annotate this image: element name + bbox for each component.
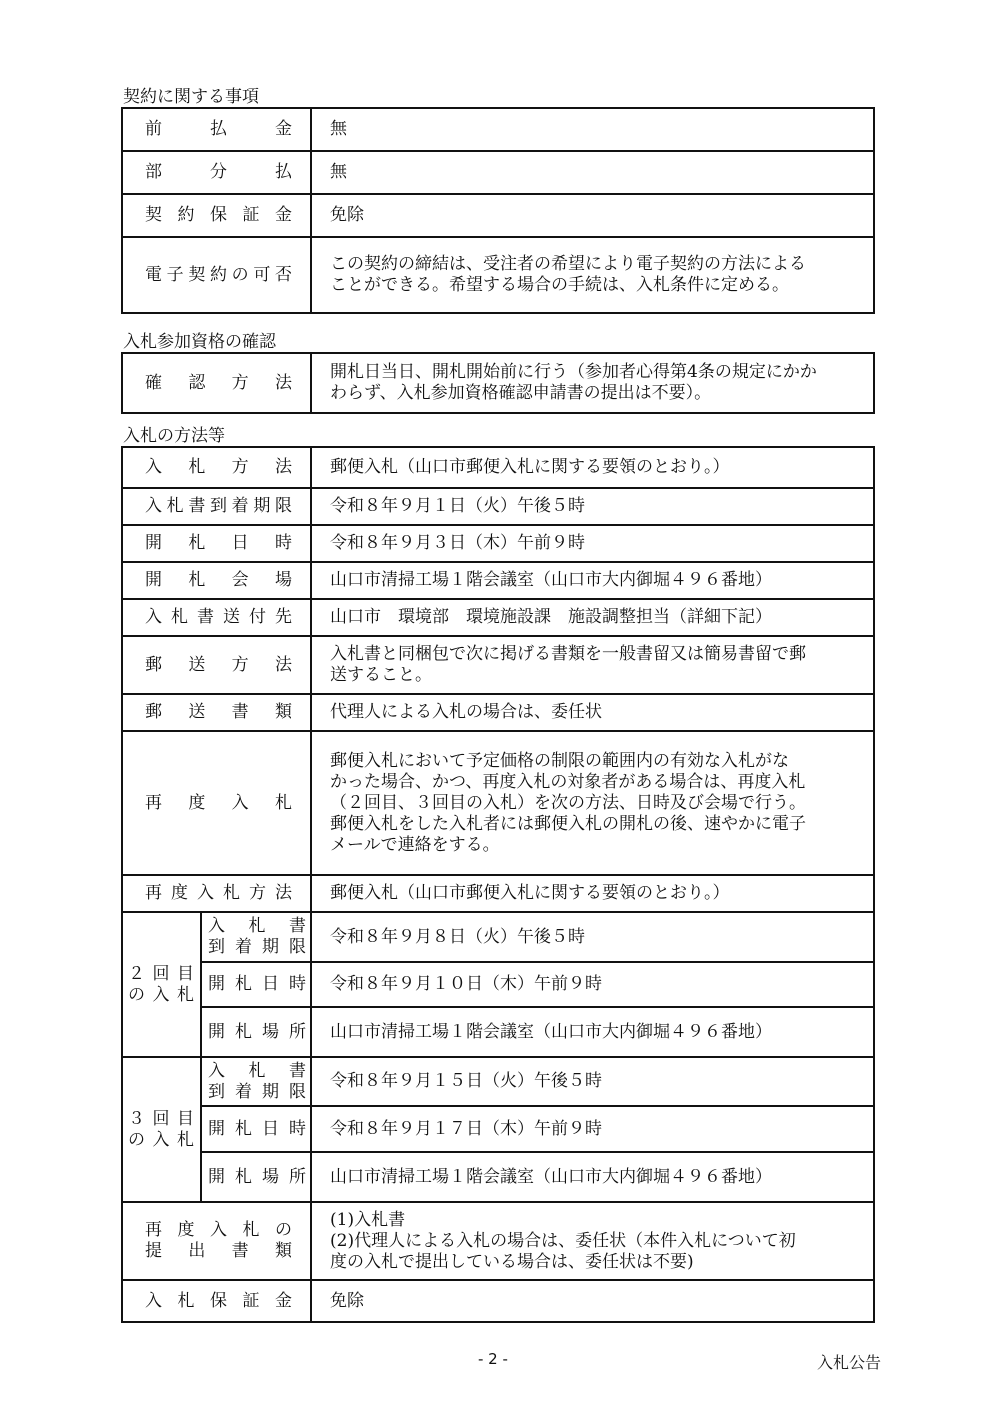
table-row (122, 636, 874, 694)
table-row (122, 108, 874, 151)
label-bid-method: 入札方法 (122, 447, 311, 488)
table-row (122, 1280, 874, 1322)
value-round2-open-datetime: 令和８年９月１０日（木）午前９時 (311, 962, 874, 1007)
value-partial-payment: 無 (311, 151, 874, 194)
value-open-datetime: 令和８年９月３日（木）午前９時 (311, 525, 874, 562)
table-row (122, 488, 874, 525)
label-send-to: 入札書送付先 (122, 599, 311, 636)
text-line: (2)代理人による入札の場合は、委任状（本件入札について初 (330, 1230, 796, 1251)
label-partial-payment: 部分払 (122, 151, 311, 194)
value-rebid (311, 731, 874, 875)
contract-table (121, 107, 875, 314)
bid-method-table (121, 446, 875, 1323)
value-send-to: 山口市 環境部 環境施設課 施設調整担当（詳細下記） (311, 599, 874, 636)
value-rebid-docs (311, 1202, 874, 1280)
table-row (122, 599, 874, 636)
text-line: かった場合、かつ、再度入札の対象者がある場合は、再度入札 (330, 771, 806, 792)
label-open-venue: 開札会場 (122, 562, 311, 599)
value-round3-open-datetime: 令和８年９月１７日（木）午前９時 (311, 1106, 874, 1152)
label-round3-deadline (201, 1057, 311, 1106)
value-contract-bond: 免除 (311, 194, 874, 237)
text-line: メールで連絡をする。 (330, 834, 500, 855)
label-open-datetime: 開札日時 (122, 525, 311, 562)
value-round2-deadline: 令和８年９月８日（火）午後５時 (311, 912, 874, 962)
label-mail-method: 郵送方法 (122, 636, 311, 694)
table-row (122, 525, 874, 562)
value-round2-venue: 山口市清掃工場１階会議室（山口市大内御堀４９６番地） (311, 1007, 874, 1057)
text-line: 郵便入札において予定価格の制限の範囲内の有効な入札がな (330, 750, 789, 771)
table-row (122, 962, 874, 1007)
label-advance-payment: 前払金 (122, 108, 311, 151)
value-open-venue: 山口市清掃工場１階会議室（山口市大内御堀４９６番地） (311, 562, 874, 599)
label-mail-docs: 郵送書類 (122, 694, 311, 731)
text-line: 開札日当日、開札開始前に行う（参加者心得第4条の規定にかか (330, 362, 817, 382)
value-round3-venue: 山口市清掃工場１階会議室（山口市大内御堀４９６番地） (311, 1152, 874, 1202)
text-line: わらず、入札参加資格確認申請書の提出は不要）。 (330, 383, 712, 403)
table-row (122, 731, 874, 875)
document-name: 入札公告 (817, 1353, 882, 1372)
text-line: ２回目 (128, 963, 194, 984)
text-line: の入札 (128, 984, 194, 1005)
page-number: - 2 - (478, 1350, 508, 1368)
text-line: 入札書と同梱包で次に掲げる書類を一般書留又は簡易書留で郵 (330, 644, 806, 664)
label-rebid: 再度入札 (122, 731, 311, 875)
table-row (122, 1106, 874, 1152)
label-contract-bond: 契約保証金 (122, 194, 311, 237)
text-line: 度の入札で提出している場合は、委任状は不要) (330, 1251, 694, 1272)
label-round2-deadline (201, 912, 311, 962)
table-row (122, 237, 874, 313)
table-row (122, 353, 874, 413)
value-bid-method: 郵便入札（山口市郵便入札に関する要領のとおり。） (311, 447, 874, 488)
text-line: (1)入札書 (330, 1209, 406, 1230)
table-row (122, 1152, 874, 1202)
text-line: （２回目、３回目の入札）を次の方法、日時及び会場で行う。 (330, 792, 806, 813)
label-bid-bond: 入札保証金 (122, 1280, 311, 1322)
value-bid-deadline: 令和８年９月１日（火）午後５時 (311, 488, 874, 525)
text-line: 到着期限 (208, 1081, 306, 1102)
table-row (122, 1202, 874, 1280)
value-bid-bond: 免除 (311, 1280, 874, 1322)
value-round3-deadline: 令和８年９月１５日（火）午後５時 (311, 1057, 874, 1106)
text-line: ３回目 (128, 1108, 194, 1129)
label-round2-venue: 開札場所 (201, 1007, 311, 1057)
value-confirm-method (311, 353, 874, 413)
text-line: 到着期限 (208, 937, 306, 957)
value-rebid-method: 郵便入札（山口市郵便入札に関する要領のとおり。） (311, 875, 874, 912)
table-row (122, 1057, 874, 1106)
text-line: 郵便入札をした入札者には郵便入札の開札の後、速やかに電子 (330, 813, 806, 834)
text-line: 送すること。 (330, 665, 432, 685)
table-row (122, 447, 874, 488)
label-rebid-docs (122, 1202, 311, 1280)
label-bid-deadline: 入札書到着期限 (122, 488, 311, 525)
text-line: 再度入札の (145, 1220, 292, 1240)
label-rebid-method: 再度入札方法 (122, 875, 311, 912)
table-row (122, 694, 874, 731)
text-line: ことができる。希望する場合の手続は、入札条件に定める。 (330, 275, 789, 295)
table-row (122, 912, 874, 962)
value-mail-method (311, 636, 874, 694)
table-row (122, 194, 874, 237)
text-line: この契約の締結は、受注者の希望により電子契約の方法による (330, 254, 806, 274)
text-line: の入札 (128, 1129, 194, 1150)
table-row (122, 1007, 874, 1057)
section-title-qualification: 入札参加資格の確認 (123, 332, 276, 352)
label-confirm-method: 確認方法 (122, 353, 311, 413)
value-advance-payment: 無 (311, 108, 874, 151)
table-row (122, 562, 874, 599)
label-round3-group (122, 1057, 201, 1202)
qualification-table (121, 352, 875, 414)
section-title-contract: 契約に関する事項 (123, 87, 259, 107)
label-e-contract: 電子契約の可否 (122, 237, 311, 313)
label-round2-open-datetime: 開札日時 (201, 962, 311, 1007)
value-mail-docs: 代理人による入札の場合は、委任状 (311, 694, 874, 731)
section-title-bid-method: 入札の方法等 (123, 426, 225, 446)
text-line: 入札書 (208, 916, 306, 936)
text-line: 入札書 (208, 1060, 306, 1081)
label-round3-open-datetime: 開札日時 (201, 1106, 311, 1152)
table-row (122, 875, 874, 912)
label-round3-venue: 開札場所 (201, 1152, 311, 1202)
value-e-contract (311, 237, 874, 313)
label-round2-group (122, 912, 201, 1057)
text-line: 提出書類 (145, 1241, 292, 1261)
table-row (122, 151, 874, 194)
